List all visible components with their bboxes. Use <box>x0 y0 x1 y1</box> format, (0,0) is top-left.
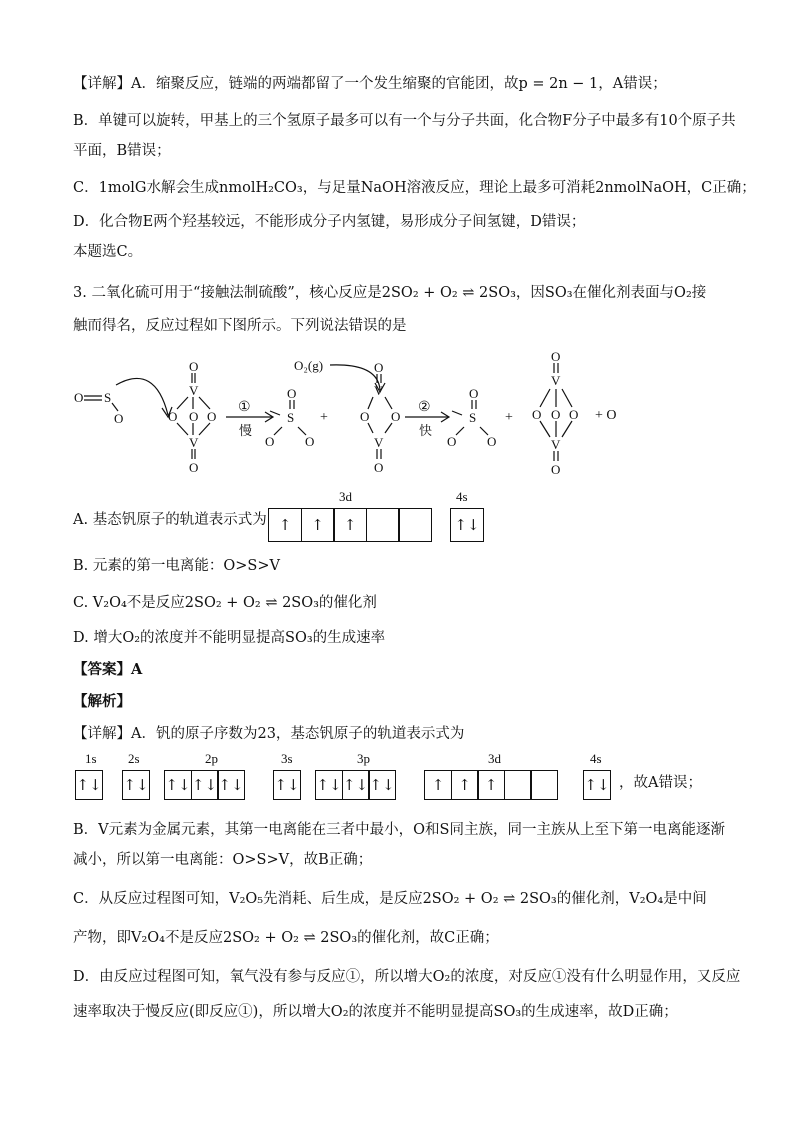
explanation-c: C．从反应过程图可知，V₂O₅先消耗、后生成，是反应2SO₂ + O₂ ⇌ 2SO₃的催化剂，V₂O₄是中间 <box>73 891 707 907</box>
orbital-label-3d: 3d <box>339 489 352 504</box>
svg-text:O: O <box>551 462 561 477</box>
explanation-d-cont: 速率取决于慢反应(即反应①)，所以增大O₂的浓度并不能明显提高SO₃的生成速率，故D正确； <box>73 1004 678 1020</box>
orbital-box: ↑ <box>333 508 367 542</box>
svg-text:O: O <box>487 434 497 449</box>
orbital-label: 3s <box>281 751 293 766</box>
svg-text:O: O <box>189 409 199 424</box>
svg-text:S: S <box>287 410 295 425</box>
explanation-b-cont: 减小，所以第一电离能：O>S>V，故B正确； <box>73 852 373 868</box>
orbital-group-4s <box>583 770 611 800</box>
orbital-box: ↑ <box>268 508 302 542</box>
option-a: A. 基态钒原子的轨道表示式为 <box>73 512 267 528</box>
orbital-group-3p <box>315 770 396 800</box>
detail-d-line: D．化合物E两个羟基较远，不能形成分子内氢键，易形成分子间氢键，D错误； <box>73 214 586 230</box>
svg-text:O: O <box>374 360 384 375</box>
orbital-group-1s <box>75 770 103 800</box>
explanation-d: D．由反应过程图可知，氧气没有参与反应①，所以增大O₂的浓度，对反应①没有什么明显作用，又反应 <box>73 969 741 985</box>
explanation-a-tail: ，故A错误； <box>619 775 702 791</box>
step-2-label: ② <box>418 400 431 415</box>
orbital-box: ↑↓ <box>164 770 192 800</box>
o2-gas-label: O₂(g) <box>294 358 324 373</box>
svg-text:O: O <box>551 349 561 364</box>
orbital-label: 2s <box>128 751 140 766</box>
svg-text:O: O <box>447 434 457 449</box>
svg-text:O: O <box>305 434 315 449</box>
orbital-box <box>530 770 558 800</box>
svg-text:O: O <box>569 407 579 422</box>
orbital-box: ↑↓ <box>342 770 370 800</box>
orbital-box: ↑↓ <box>315 770 343 800</box>
orbital-label: 1s <box>85 751 97 766</box>
question-3-stem-cont: 触而得名，反应过程如下图所示。下列说法错误的是 <box>73 318 407 334</box>
answer-note: 本题选C。 <box>73 244 143 260</box>
svg-text:O: O <box>532 407 542 422</box>
svg-text:V: V <box>551 437 561 452</box>
orbital-box: ↑ <box>301 508 335 542</box>
question-3-stem: 3. 二氧化硫可用于“接触法制硫酸”，核心反应是2SO₂ + O₂ ⇌ 2SO₃，因SO₃在催化剂表面与O₂接 <box>73 285 707 301</box>
orbital-box: ↑↓ <box>273 770 301 800</box>
plus-o-label: + O <box>595 408 617 423</box>
svg-text:O: O <box>74 390 84 405</box>
svg-text:O: O <box>374 460 384 475</box>
answer-label: 【答案】A <box>73 661 143 678</box>
svg-text:O: O <box>287 386 297 401</box>
orbital-label: 3d <box>488 751 501 766</box>
orbital-group-3s <box>273 770 301 800</box>
orbital-box <box>504 770 532 800</box>
orbital-boxes-3d <box>268 508 432 542</box>
option-c: C. V₂O₄不是反应2SO₂ + O₂ ⇌ 2SO₃的催化剂 <box>73 595 377 611</box>
orbital-label: 4s <box>590 751 602 766</box>
orbital-label-4s: 4s <box>456 489 468 504</box>
reaction-process-diagram <box>60 345 740 480</box>
plus-sign: + <box>505 410 513 425</box>
explanation-c-cont: 产物，即V₂O₄不是反应2SO₂ + O₂ ⇌ 2SO₃的催化剂，故C正确； <box>73 930 499 946</box>
orbital-label: 3p <box>357 751 370 766</box>
svg-text:O: O <box>265 434 275 449</box>
orbital-group-2s <box>122 770 150 800</box>
orbital-box: ↑ <box>477 770 505 800</box>
detail-b-line-cont: 平面，B错误； <box>73 143 171 159</box>
svg-text:V: V <box>374 383 384 398</box>
svg-text:O: O <box>391 409 401 424</box>
explanation-a: 【详解】A．钒的原子序数为23，基态钒原子的轨道表示式为 <box>73 726 465 742</box>
svg-text:O: O <box>168 409 178 424</box>
svg-text:S: S <box>104 390 112 405</box>
svg-text:V: V <box>189 435 199 450</box>
option-d: D. 增大O₂的浓度并不能明显提高SO₃的生成速率 <box>73 630 386 646</box>
svg-text:O: O <box>189 460 199 475</box>
svg-text:V: V <box>551 373 561 388</box>
step-1-label: ① <box>238 400 251 415</box>
svg-text:O: O <box>469 386 479 401</box>
orbital-box: ↑↓ <box>583 770 611 800</box>
orbital-box: ↑↓ <box>122 770 150 800</box>
orbital-box <box>398 508 432 542</box>
orbital-box: ↑↓ <box>368 770 396 800</box>
option-b: B. 元素的第一电离能：O>S>V <box>73 558 280 574</box>
svg-text:O: O <box>360 409 370 424</box>
orbital-box: ↑↓ <box>217 770 245 800</box>
svg-text:O: O <box>189 359 199 374</box>
orbital-group-3d <box>424 770 558 800</box>
orbital-box: ↑ <box>424 770 452 800</box>
svg-text:S: S <box>469 410 477 425</box>
detail-b-line: B．单键可以旋转，甲基上的三个氢原子最多可以有一个与分子共面，化合物F分子中最多有10个原子共 <box>73 113 736 129</box>
analysis-label: 【解析】 <box>73 693 131 710</box>
svg-text:V: V <box>374 435 384 450</box>
detail-c-line: C．1molG水解会生成nmolH₂CO₃，与足量NaOH溶液反应，理论上最多可消耗2nmolNaOH，C正确； <box>73 180 756 196</box>
orbital-boxes-4s <box>450 508 484 542</box>
step-2-speed: 快 <box>419 423 433 438</box>
explanation-b: B．V元素为金属元素，其第一电离能在三者中最小，O和S同主族，同一主族从上至下第一电离能逐渐 <box>73 822 725 838</box>
orbital-box: ↑↓ <box>450 508 484 542</box>
orbital-box: ↑↓ <box>191 770 219 800</box>
plus-sign: + <box>320 410 328 425</box>
orbital-box: ↑ <box>451 770 479 800</box>
orbital-box <box>366 508 400 542</box>
orbital-box: ↑↓ <box>75 770 103 800</box>
step-1-speed: 慢 <box>239 423 253 438</box>
svg-text:O: O <box>207 409 217 424</box>
orbital-label: 2p <box>205 751 218 766</box>
svg-text:O: O <box>114 411 124 426</box>
svg-text:V: V <box>189 383 199 398</box>
detail-a-line: 【详解】A．缩聚反应，链端的两端都留了一个发生缩聚的官能团，故p = 2n − 1，A错误； <box>73 76 667 92</box>
orbital-group-2p <box>164 770 245 800</box>
svg-text:O: O <box>551 407 561 422</box>
